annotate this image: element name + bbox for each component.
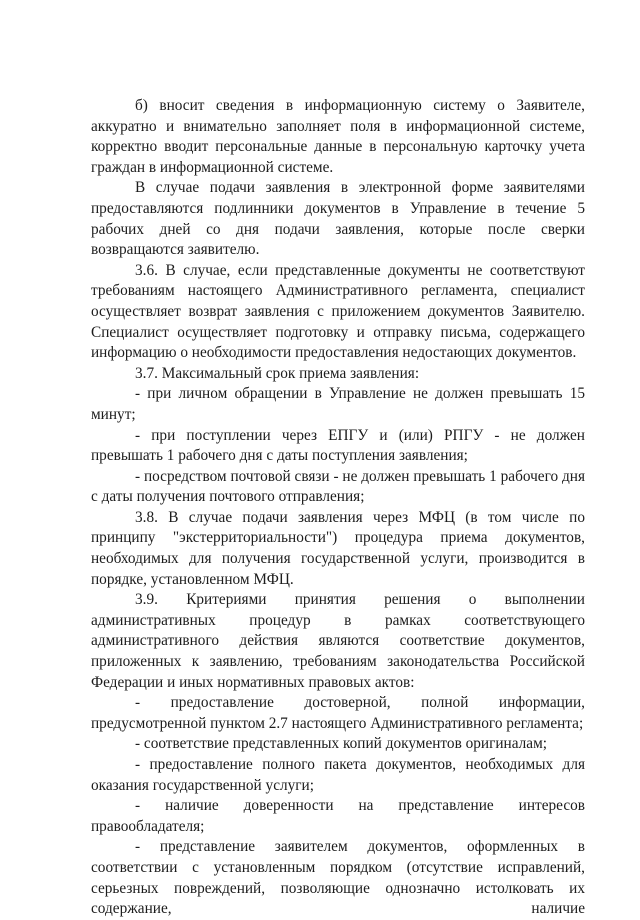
- list-item-postal: - посредством почтовой связи - не должен превышать 1 рабочего дня с даты получения почтового отправления;: [91, 467, 585, 506]
- document-body: [91, 96, 585, 920]
- paragraph-3-9: 3.9. Критериями принятия решения о выполнении административных процедур в рамках соответствующего административного действия являются соответствие документов, приложенных к заявлению, требованиям законодательства Российской Федерации и иных нормативных правовых актов:: [91, 591, 585, 691]
- list-item-personal-visit: - при личном обращении в Управление не должен превышать 15 минут;: [91, 385, 585, 423]
- list-item-copies-match: - соответствие представленных копий документов оригиналам;: [135, 735, 548, 753]
- paragraph-data-entry: б) вносит сведения в информационную систему о Заявителе, аккуратно и внимательно заполняет поля в информационной системе, корректно вводит персональные данные в персональную карточку учета граждан в информационной системе.: [91, 97, 585, 176]
- list-item-full-package: - предоставление полного пакета документов, необходимых для оказания государственной услуги;: [91, 756, 585, 794]
- list-item-documents-form: - представление заявителем документов, оформленных в соответствии с установленным порядком (отсутствие исправлений, серьезных повреждений, позволяющие однозначно истолковать их содержание, наличие: [91, 838, 585, 918]
- list-item-epgu-rpgu: - при поступлении через ЕПГУ и (или) РПГУ - не должен превышать 1 рабочего дня с даты поступления заявления;: [91, 426, 585, 465]
- paragraph-3-8: 3.8. В случае подачи заявления через МФЦ (в том числе по принципу "экстерриториальности") процедура приема документов, необходимых для получения государственной услуги, производится в порядке, установленном МФЦ.: [91, 508, 585, 588]
- paragraph-3-7: 3.7. Максимальный срок приема заявления:: [135, 364, 420, 382]
- list-item-power-of-attorney: - наличие доверенности на представление интересов правообладателя;: [91, 797, 585, 835]
- paragraph-3-6: 3.6. В случае, если представленные документы не соответствуют требованиям настоящего Административного регламента, специалист осуществляет возврат заявления с приложением документов Заявителю. Специалист осуществляет подготовку и отправку письма, содержащего информацию о необходимости предоставления недостающих документов.: [91, 261, 585, 362]
- paragraph-electronic-submission: В случае подачи заявления в электронной форме заявителями предоставляются подлинники документов в Управление в течение 5 рабочих дней со дня подачи заявления, которые после сверки возвращаются заявителю.: [91, 179, 585, 259]
- list-item-reliable-info: - предоставление достоверной, полной информации, предусмотренной пунктом 2.7 настоящего Административного регламента;: [91, 694, 585, 732]
